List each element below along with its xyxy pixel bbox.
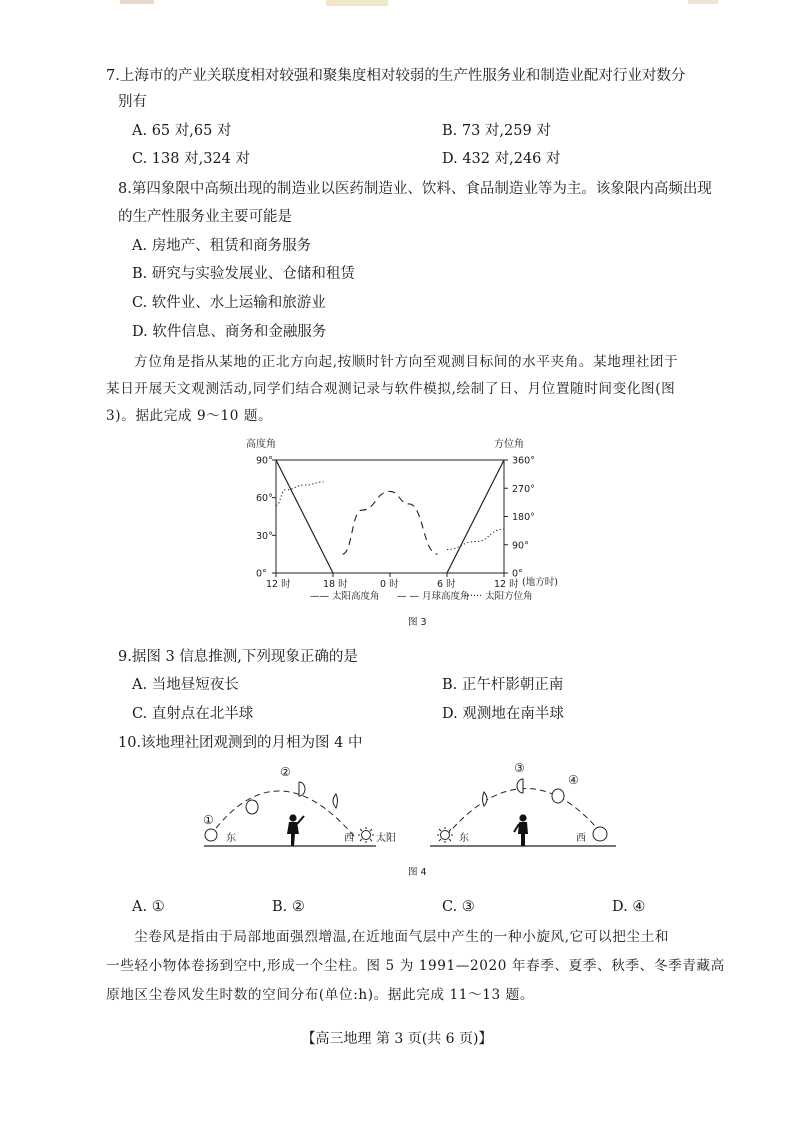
legend-item-sun-altitude: —— 太阳高度角	[310, 591, 380, 602]
q10-option-b: B. ②	[272, 899, 305, 915]
marker-4: ④	[568, 773, 579, 787]
moon-full-icon-right	[593, 827, 607, 841]
figure-4-moon-phases	[196, 758, 626, 852]
x-tick-label: 18 时	[323, 579, 348, 590]
right-tick-label: 360°	[512, 455, 535, 467]
right-tick-label: 90°	[512, 540, 529, 552]
page-footer: 【高三地理 第 3 页(共 6 页)】	[301, 1031, 493, 1047]
q9-stem: 9.据图 3 信息推测,下列现象正确的是	[118, 649, 358, 665]
left-tick-label: 90°	[256, 455, 273, 467]
legend-item-sun-azimuth: ······ 太阳方位角	[464, 591, 533, 602]
east-label-right: 东	[459, 833, 469, 844]
q8-option-b: B. 研究与实验发展业、仓储和租赁	[132, 266, 355, 282]
sun-altitude-line-afternoon	[276, 460, 333, 573]
left-axis-title: 高度角	[246, 439, 276, 450]
q7-stem-line1: 7.上海市的产业关联度相对较强和聚集度相对较弱的生产性服务业和制造业配对行业对数分	[106, 68, 686, 84]
x-tick-label: 0 时	[380, 579, 399, 590]
moon-crescent-icon-left	[333, 794, 338, 808]
moon-half-icon-left	[299, 782, 305, 796]
q7-option-b: B. 73 对,259 对	[442, 123, 551, 139]
intro-9-10-line2: 某日开展天文观测活动,同学们结合观测记录与软件模拟,绘制了日、月位置随时间变化图(图	[106, 381, 676, 397]
left-tick-label: 60°	[256, 493, 273, 505]
scan-artifact-mid	[326, 0, 388, 6]
q8-stem-line2: 的生产性服务业主要可能是	[118, 209, 292, 225]
moon-gibbous-icon-left	[246, 800, 258, 814]
q10-option-d: D. ④	[612, 899, 646, 915]
q8-option-c: C. 软件业、水上运输和旅游业	[132, 295, 326, 311]
figure4-left-panel	[203, 765, 396, 846]
q9-option-a: A. 当地昼短夜长	[132, 677, 239, 693]
figure-3-chart	[240, 432, 560, 604]
right-tick-label: 270°	[512, 483, 535, 495]
figure-3-caption: 图 3	[408, 617, 427, 628]
q8-option-a: A. 房地产、租赁和商务服务	[132, 238, 312, 254]
observer-icon-left	[287, 814, 304, 846]
q9-option-d: D. 观测地在南半球	[442, 706, 564, 722]
intro-11-13-line2: 一些轻小物体卷扬到空中,形成一个尘柱。图 5 为 1991—2020 年春季、夏季、秋季、冬季青藏高	[106, 958, 725, 974]
q9-option-c: C. 直射点在北半球	[132, 706, 254, 722]
x-tick-label: 6 时	[437, 579, 456, 590]
q8-stem-line1: 8.第四象限中高频出现的制造业以医药制造业、饮料、食品制造业等为主。该象限内高频出现	[118, 181, 712, 197]
sun-label-left: 太阳	[376, 833, 396, 844]
left-tick-label: 0°	[256, 568, 267, 580]
q7-option-a: A. 65 对,65 对	[132, 123, 232, 139]
intro-11-13-line3: 原地区尘卷风发生时数的空间分布(单位:h)。据此完成 11～13 题。	[106, 987, 535, 1003]
sun-azimuth-curve-morning	[447, 529, 504, 549]
plot-frame	[276, 460, 504, 573]
moon-altitude-curve	[343, 491, 438, 554]
moon-1-full-icon	[205, 829, 217, 841]
scan-artifact-left	[120, 0, 154, 4]
x-axis-unit: (地方时)	[522, 577, 558, 588]
left-tick-label: 30°	[256, 530, 273, 542]
marker-1: ①	[203, 813, 214, 827]
q10-option-a: A. ①	[132, 899, 165, 915]
marker-3: ③	[514, 761, 525, 775]
moon-path-left	[210, 791, 354, 836]
sun-icon-left	[358, 827, 374, 843]
scan-artifact-right	[688, 0, 718, 4]
q10-stem: 10.该地理社团观测到的月相为图 4 中	[118, 735, 363, 751]
intro-9-10-line1: 方位角是指从某地的正北方向起,按顺时针方向至观测目标间的水平夹角。某地理社团于	[134, 354, 679, 370]
q9-option-b: B. 正午杆影朝正南	[442, 677, 564, 693]
legend-item-moon-altitude: — — 月球高度角	[397, 591, 470, 602]
figure-4-caption: 图 4	[408, 867, 427, 878]
x-tick-label: 12 时	[266, 579, 291, 590]
marker-2: ②	[280, 765, 291, 779]
west-label-left: 西	[344, 833, 354, 844]
right-tick-label: 0°	[512, 568, 523, 580]
x-tick-label: 12 时	[494, 579, 519, 590]
moon-gibbous-icon-right	[552, 789, 564, 803]
west-label-right: 西	[576, 833, 586, 844]
q8-option-d: D. 软件信息、商务和金融服务	[132, 324, 327, 340]
q10-option-c: C. ③	[442, 899, 475, 915]
q7-stem-line2: 别有	[118, 94, 147, 110]
figure4-right-panel	[430, 761, 616, 846]
sun-icon-right	[437, 827, 453, 843]
right-tick-label: 180°	[512, 512, 535, 523]
right-axis-title: 方位角	[494, 439, 524, 450]
sun-altitude-line-morning	[447, 460, 504, 573]
q7-option-d: D. 432 对,246 对	[442, 151, 561, 167]
east-label-left: 东	[226, 833, 236, 844]
sun-azimuth-curve-afternoon	[276, 482, 324, 506]
observer-icon-right	[514, 814, 528, 846]
moon-half-icon-right	[517, 779, 523, 793]
intro-11-13-line1: 尘卷风是指由于局部地面强烈增温,在近地面气层中产生的一种小旋风,它可以把尘土和	[134, 929, 670, 945]
moon-crescent-icon-right	[483, 792, 488, 806]
q7-option-c: C. 138 对,324 对	[132, 151, 250, 167]
intro-9-10-line3: 3)。据此完成 9～10 题。	[106, 408, 273, 424]
